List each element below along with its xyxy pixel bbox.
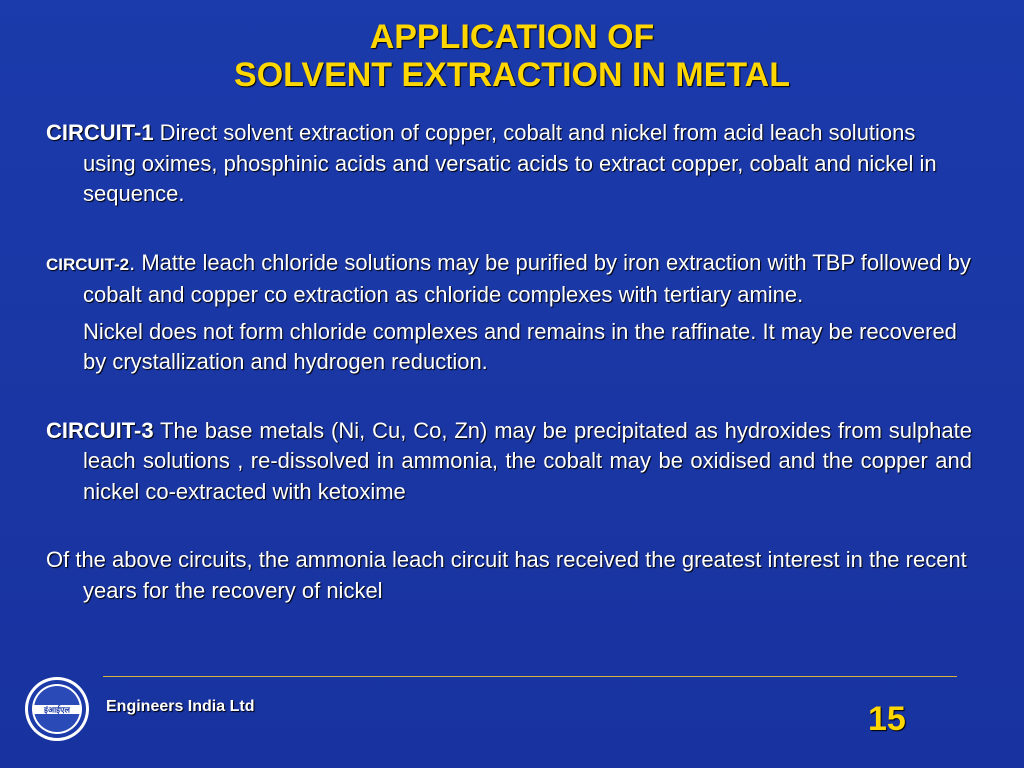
circuit-2-paragraph <box>46 248 972 311</box>
engineers-india-logo <box>24 676 90 742</box>
circuit-3-label: CIRCUIT-3 <box>46 417 154 443</box>
company-name: Engineers India Ltd <box>106 698 255 715</box>
title-line-1: APPLICATION OF <box>369 18 655 56</box>
footer-divider <box>103 676 957 677</box>
circuit-2-text: . Matte leach chloride solutions may be purified by iron extraction with TBP followed by cobalt and copper co extraction as chloride complexes with tertiary amine. <box>83 249 971 307</box>
page-number: 15 <box>868 700 906 738</box>
circuit-1-text: Direct solvent extraction of copper, cobalt and nickel from acid leach solutions using oximes, phosphinic acids and versatic acids to extract copper, cobalt and nickel in sequence. <box>83 120 937 206</box>
circuit-3-text: The base metals (Ni, Cu, Co, Zn) may be precipitated as hydroxides from sulphate leach solutions , re-dissolved in ammonia, the cobalt may be oxidised and the copper and nickel co-extracted with ketoxime <box>83 417 972 504</box>
conclusion-paragraph: Of the above circuits, the ammonia leach circuit has received the greatest interest in the recent years for the recovery of nickel <box>46 547 967 603</box>
logo-text: इंआईएल <box>44 705 70 715</box>
circuit-2-subparagraph: Nickel does not form chloride complexes and remains in the raffinate. It may be recovered by crystallization and hydrogen reduction. <box>83 318 957 374</box>
slide-body <box>46 118 972 606</box>
title-line-2: SOLVENT EXTRACTION IN METAL <box>234 56 790 94</box>
circuit-3-paragraph <box>46 416 972 508</box>
slide-title <box>0 18 1024 94</box>
circuit-1-label: CIRCUIT-1 <box>46 120 154 145</box>
circuit-1-paragraph <box>46 118 972 210</box>
circuit-2-label: CIRCUIT-2 <box>46 254 130 274</box>
